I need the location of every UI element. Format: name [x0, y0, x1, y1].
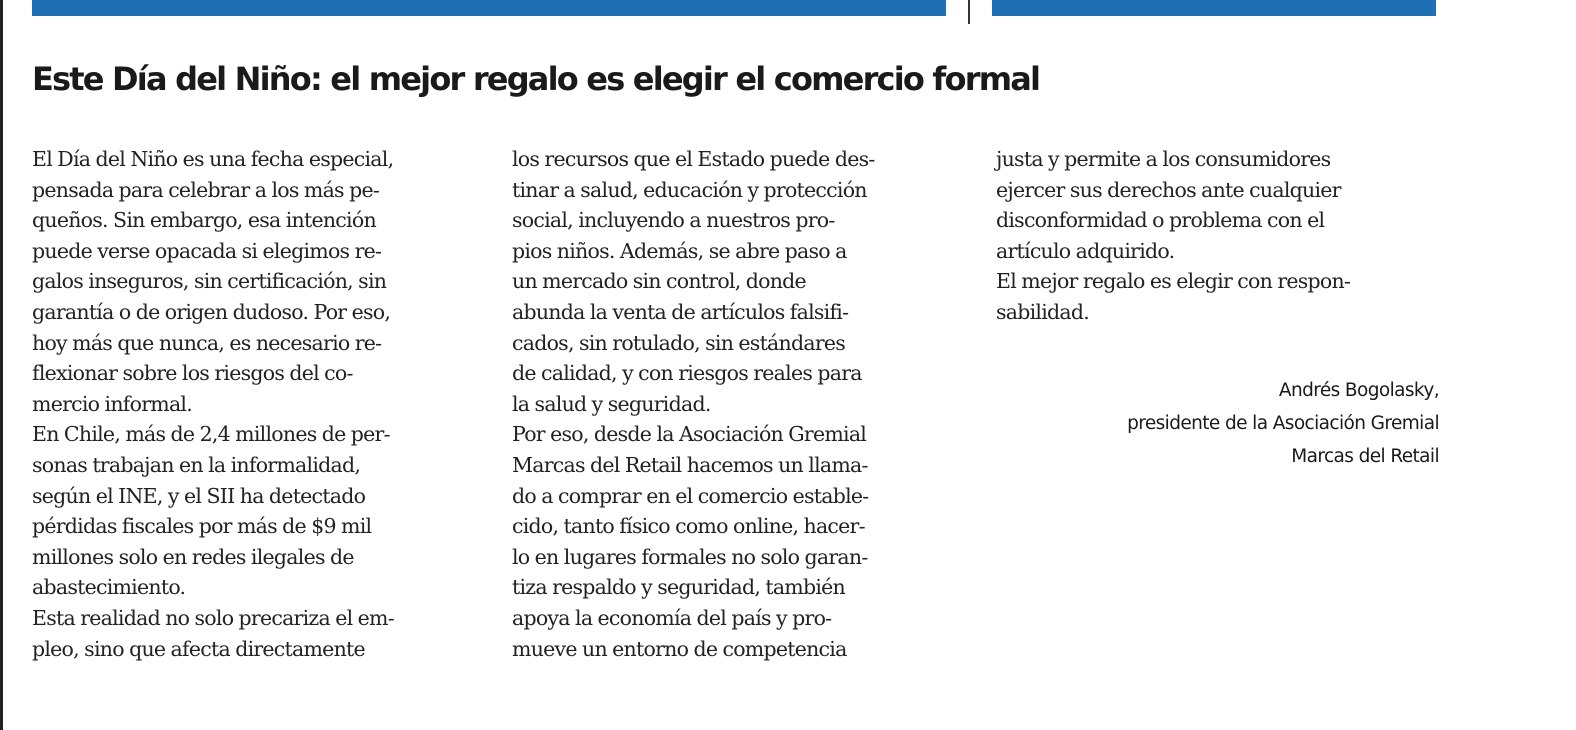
paragraph: los recursos que el Estado puede des- tinar a salud, educación y protección social, incluyendo a nuestros pro- pios niños. Además, se abre paso a un mercado sin control, donde abunda la venta de artículos falsifi- cados, sin rotulado, sin estándares de calidad, y con riesgos reales para la salud y seguridad.	[512, 147, 875, 416]
paragraph: justa y permite a los consumidores ejercer sus derechos ante cualquier disconformidad o problema con el artículo adquirido.	[996, 147, 1341, 263]
article-column-3	[996, 144, 1441, 328]
article-column-1	[32, 144, 477, 664]
paragraph: En Chile, más de 2,4 millones de per- sonas trabajan en la informalidad, según el INE, y el SII ha detectado pérdidas fiscales por más de $9 mil millones solo en redes ilegales de abastecimiento.	[32, 422, 390, 600]
article-column-2	[512, 144, 957, 664]
paragraph: Por eso, desde la Asociación Gremial Marcas del Retail hacemos un llama- do a comprar en el comercio estable- cido, tanto físico como online, hacer- lo en lugares formales no solo garan- tiza respaldo y seguridad, también apoya la economía del país y pro- mueve un entorno de competencia	[512, 422, 869, 661]
section-header-bar-left	[32, 0, 946, 16]
paragraph: Esta realidad no solo precariza el em- pleo, sino que afecta directamente	[32, 605, 394, 661]
section-header-bar-right	[992, 0, 1436, 16]
author-name: Andrés Bogolasky,	[1278, 380, 1439, 401]
paragraph: El Día del Niño es una fecha especial, pensada para celebrar a los más pe- queños. Sin embargo, esa intención puede verse opacada si elegimos re- galos inseguros, sin certificación, sin garantía o de origen dudoso. Por eso, hoy más que nunca, es necesario re- flexionar sobre los riesgos del co- mercio informal.	[32, 147, 394, 416]
author-organization: Marcas del Retail	[1291, 446, 1439, 467]
author-role: presidente de la Asociación Gremial	[1127, 413, 1439, 434]
paragraph: El mejor regalo es elegir con respon- sabilidad.	[996, 269, 1351, 324]
article-headline: Este Día del Niño: el mejor regalo es elegir el comercio formal	[32, 60, 1040, 98]
author-signature	[1127, 374, 1439, 473]
column-separator-rule	[968, 0, 970, 24]
page-left-rule	[0, 0, 3, 730]
